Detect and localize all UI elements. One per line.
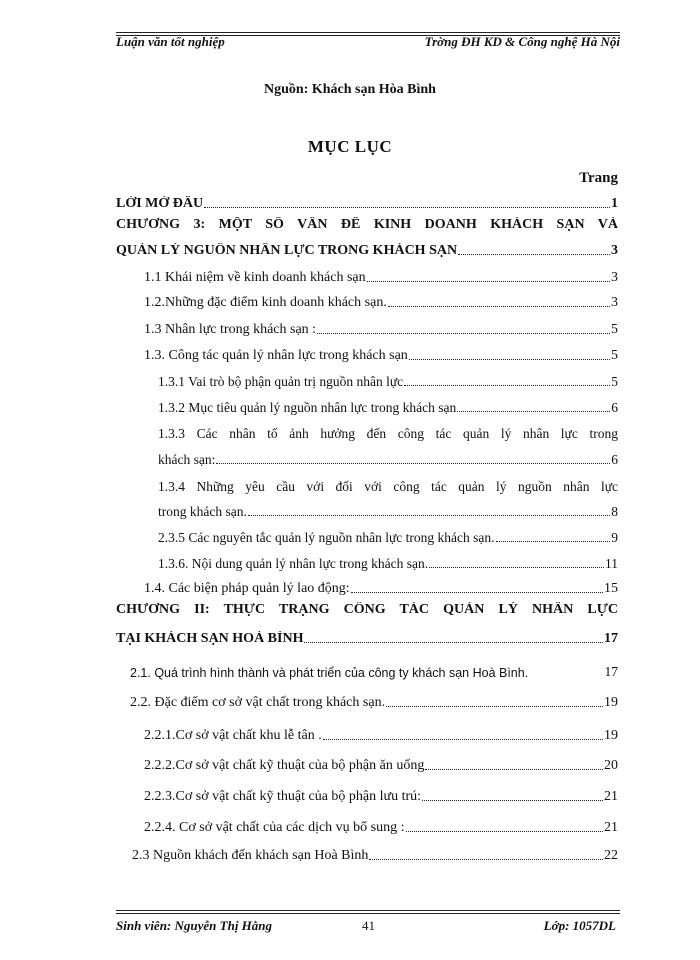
toc-entry: 1.3.2 Mục tiêu quản lý nguồn nhân lực trong khách sạn 6 [158, 400, 618, 415]
toc-entry: 2.3.5 Các nguyên tắc quản lý nguồn nhân lực trong khách sạn. 9 [158, 530, 618, 545]
toc-entry: 2.1. Quá trình hình thành và phát triển của công ty khách sạn Hoà Bình. 17 [130, 664, 618, 680]
toc-entry: trong khách sạn. 8 [158, 504, 618, 519]
header-right: Trờng ĐH KD & Công nghệ Hà Nội [424, 34, 620, 49]
toc-entry: 1.4. Các biện pháp quản lý lao động: 15 [144, 581, 618, 596]
toc-entry: 2.2.1.Cơ sở vật chất khu lễ tân . 19 [144, 728, 618, 743]
toc-entry: TẠI KHÁCH SẠN HOÀ BÌNH 17 [116, 631, 618, 646]
page-header [116, 30, 620, 49]
toc-entry: CHƯƠNG II: THỰC TRẠNG CÔNG TÁC QUẢN LÝ NHÂN LỰC [116, 602, 618, 617]
toc-entry: 1.3.3 Các nhân tố ảnh hưởng đến công tác quản lý nhân lực trong [158, 426, 618, 441]
toc-entry: QUẢN LÝ NGUỒN NHÂN LỰC TRONG KHÁCH SẠN 3 [116, 243, 618, 258]
toc-entry: 1.3. Công tác quản lý nhân lực trong khách sạn 5 [144, 348, 618, 363]
page-footer [116, 910, 620, 933]
toc-entry: 1.2.Những đặc điểm kinh doanh khách sạn. 3 [144, 295, 618, 310]
toc-entry: 2.3 Nguồn khách đến khách sạn Hoà Bình 22 [132, 848, 618, 863]
source-caption: Nguồn: Khách sạn Hòa Bình [264, 82, 436, 97]
toc-entry: 1.1 Khái niệm về kinh doanh khách sạn 3 [144, 270, 618, 285]
toc-entry: 1.3.1 Vai trò bộ phận quản trị nguồn nhân lực 5 [158, 374, 618, 389]
toc-entry: 1.3 Nhân lực trong khách sạn : 5 [144, 322, 618, 337]
toc-entry: LỜI MỞ ĐẦU 1 [116, 196, 618, 211]
header-left: Luận văn tốt nghiệp [116, 34, 225, 49]
toc-entry: 2.2.3.Cơ sở vật chất kỹ thuật của bộ phận lưu trú: 21 [144, 789, 618, 804]
toc-entry: CHƯƠNG 3: MỘT SỐ VẤN ĐỀ KINH DOANH KHÁCH SẠN VÀ [116, 217, 618, 232]
footer-page-number: 41 [362, 918, 375, 933]
toc-entry: 2.2.2.Cơ sở vật chất kỹ thuật của bộ phận ăn uống 20 [144, 758, 618, 773]
toc-entry: 2.2.4. Cơ sở vật chất của các dịch vụ bổ sung : 21 [144, 820, 618, 835]
footer-student: Sinh viên: Nguyễn Thị Hằng [116, 918, 273, 933]
toc-entry: 1.3.6. Nội dung quản lý nhân lực trong khách sạn. 11 [158, 556, 618, 571]
toc-entry: 2.2. Đặc điểm cơ sở vật chất trong khách sạn. 19 [130, 695, 618, 710]
footer-class: Lớp: 1057DL [543, 918, 616, 933]
toc-page-label: Trang [579, 170, 618, 186]
toc-entry: 1.3.4 Những yêu cầu với đối với công tác quản lý nguồn nhân lực [158, 479, 618, 494]
toc-title: MỤC LỤC [307, 137, 393, 156]
toc-entry: khách sạn: 6 [158, 452, 618, 467]
